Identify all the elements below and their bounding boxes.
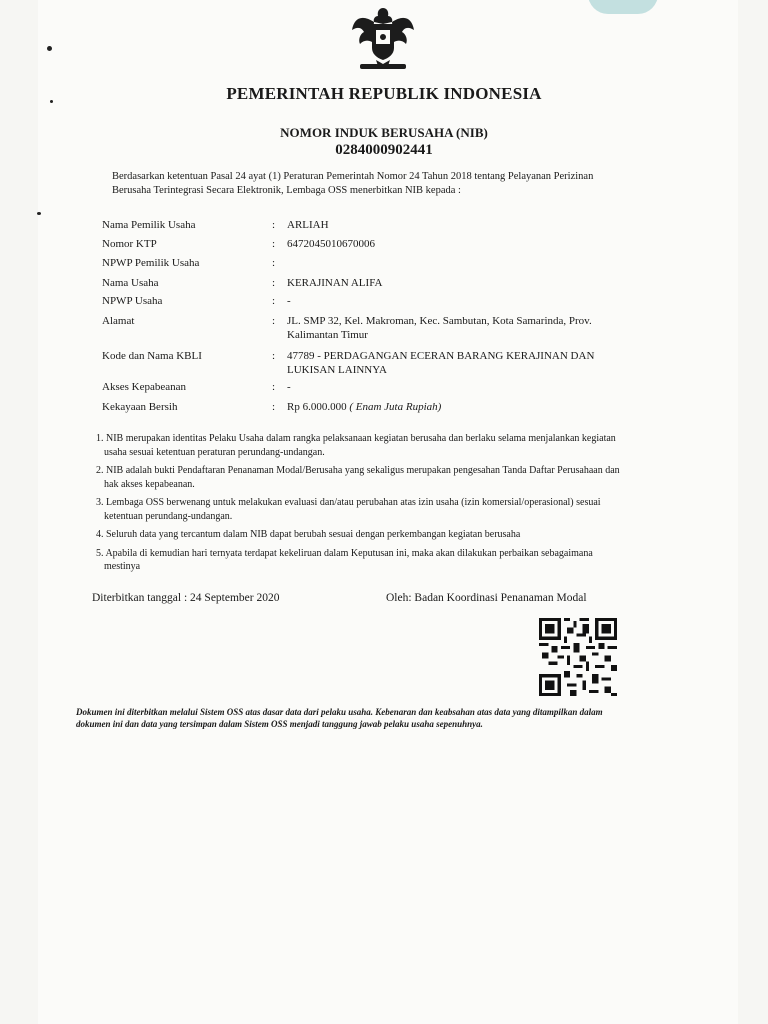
scan-speck xyxy=(37,212,41,215)
field-label: Akses Kepabeanan xyxy=(102,381,186,393)
field-label: NPWP Usaha xyxy=(102,295,163,307)
field-label: Kekayaan Bersih xyxy=(102,401,178,413)
government-title: PEMERINTAH REPUBLIK INDONESIA xyxy=(226,84,542,103)
field-value: ARLIAH xyxy=(287,219,329,231)
list-item: 1. NIB merupakan identitas Pelaku Usaha dalam rangka pelaksanaan kegiatan berusaha dan berlaku selama menjalankan kegiatan usaha sesuai ketentuan peraturan perundang-undangan. xyxy=(96,433,616,458)
list-item: 4. Seluruh data yang tercantum dalam NIB dapat berubah sesuai dengan perkembangan kegiatan berusaha xyxy=(96,529,521,540)
document-title: NOMOR INDUK BERUSAHA (NIB) xyxy=(280,125,488,140)
field-colon: : xyxy=(272,315,276,327)
field-value: KERAJINAN ALIFA xyxy=(287,277,383,289)
field-colon: : xyxy=(272,401,276,413)
field-colon: : xyxy=(272,257,276,269)
field-colon: : xyxy=(272,238,276,250)
field-value xyxy=(287,400,627,414)
field-value: - xyxy=(287,381,291,393)
field-label: Nomor KTP xyxy=(102,238,157,250)
net-worth-amount: Rp 6.000.000 xyxy=(287,401,347,413)
intro-paragraph: Berdasarkan ketentuan Pasal 24 ayat (1) Peraturan Pemerintah Nomor 24 Tahun 2018 tentang Pelayanan Perizinan Berusaha Terintegrasi Secara Elektronik, Lembaga OSS menerbitkan NIB kepada : xyxy=(112,171,594,196)
scan-speck xyxy=(47,46,52,51)
disclaimer-footer: Dokumen ini diterbitkan melalui Sistem OSS atas dasar data dari pelaku usaha. Kebenaran dan keabsahan atas data yang ditampilkan dalam dokumen ini dan data yang tersimpan dalam Sistem OSS menjadi tanggung jawab pelaku usaha sepenuhnya. xyxy=(76,707,603,729)
terms-list xyxy=(96,432,630,579)
list-item: 2. NIB adalah bukti Pendaftaran Penanaman Modal/Berusaha yang sekaligus merupakan pengesahan Tanda Daftar Perusahaan dan hak akses kepabeanan. xyxy=(96,465,620,490)
issuer: Oleh: Badan Koordinasi Penanaman Modal xyxy=(386,592,587,604)
list-item: 5. Apabila di kemudian hari ternyata terdapat kekeliruan dalam Keputusan ini, maka akan dilakukan perbaikan sebagaimana mestinya xyxy=(96,547,593,572)
nib-number: 0284000902441 xyxy=(335,142,433,158)
net-worth-in-words: ( Enam Juta Rupiah) xyxy=(349,401,442,413)
field-value: JL. SMP 32, Kel. Makroman, Kec. Sambutan, Kota Samarinda, Prov. Kalimantan Timur xyxy=(287,315,592,341)
field-value: 47789 - PERDAGANGAN ECERAN BARANG KERAJINAN DAN LUKISAN LAINNYA xyxy=(287,350,595,376)
field-label: NPWP Pemilik Usaha xyxy=(102,257,200,269)
issued-date: Diterbitkan tanggal : 24 September 2020 xyxy=(92,592,280,604)
field-label: Nama Usaha xyxy=(102,277,159,289)
field-colon: : xyxy=(272,350,276,362)
field-label: Alamat xyxy=(102,315,135,327)
qr-code-icon[interactable] xyxy=(538,618,618,696)
field-colon: : xyxy=(272,277,276,289)
field-value: 6472045010670006 xyxy=(287,238,375,250)
list-item: 3. Lembaga OSS berwenang untuk melakukan evaluasi dan/atau perubahan atas izin usaha (izin komersial/operasional) sesuai ketentuan perundang-undangan. xyxy=(96,497,601,522)
field-colon: : xyxy=(272,219,276,231)
garuda-emblem-icon xyxy=(348,4,418,72)
field-colon: : xyxy=(272,381,276,393)
field-label: Kode dan Nama KBLI xyxy=(102,350,202,362)
field-label: Nama Pemilik Usaha xyxy=(102,219,196,231)
field-colon: : xyxy=(272,295,276,307)
field-value: - xyxy=(287,295,291,307)
